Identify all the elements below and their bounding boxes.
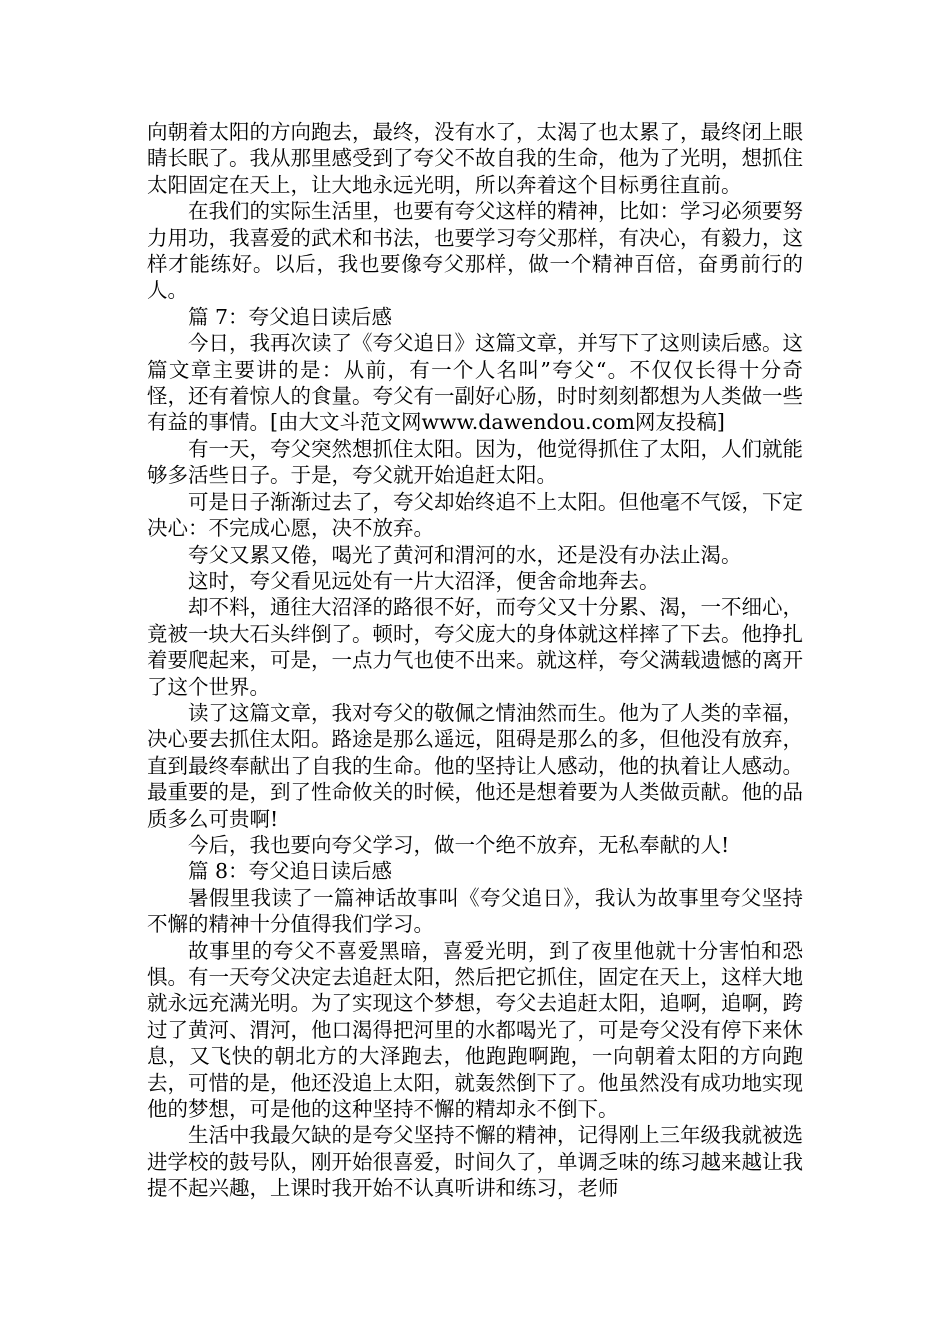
paragraph-2: 在我们的实际生活里，也要有夸父这样的精神，比如：学习必须要努力用功，我喜爱的武术和书法，也要学习夸父那样，有决心，有毅力，这样才能练好。以后，我也要像夸父那样，做一个精神百倍，奋勇前行的人。 [147, 199, 803, 303]
document-page [147, 119, 803, 1202]
paragraph-7: 这时，夸父看见远处有一片大沼泽，便舍命地奔去。 [188, 568, 660, 593]
paragraph-9: 读了这篇文章，我对夸父的敬佩之情油然而生。他为了人类的幸福，决心要去抓住太阳。路途是那么遥远，阻碍是那么的多，但他没有放弃，直到最终奉献出了自我的生命。他的坚持让人感动，他的执着让人感动。最重要的是，到了性命攸关的时候，他还是想着要为人类做贡献。他的品质多么可贵啊! [147, 700, 803, 831]
section-heading-7: 篇 7：夸父追日读后感 [188, 304, 393, 329]
paragraph-11: 暑假里我读了一篇神话故事叫《夸父追日》，我认为故事里夸父坚持不懈的精神十分值得我们学习。 [147, 885, 803, 937]
paragraph-12: 故事里的夸父不喜爱黑暗，喜爱光明，到了夜里他就十分害怕和恐惧。有一天夸父决定去追赶太阳，然后把它抓住，固定在天上，这样大地就永远充满光明。为了实现这个梦想，夸父去追赶太阳，追啊，追啊，跨过了黄河、渭河，他口渴得把河里的水都喝光了，可是夸父没有停下来休息，又飞快的朝北方的大泽跑去，他跑跑啊跑，一向朝着太阳的方向跑去，可惜的是，他还没追上太阳，就轰然倒下了。他虽然没有成功地实现他的梦想，可是他的这种坚持不懈的精却永不倒下。 [147, 938, 803, 1122]
paragraph-5: 可是日子渐渐过去了，夸父却始终追不上太阳。但他毫不气馁，下定决心：不完成心愿，决不放弃。 [147, 489, 803, 541]
paragraph-8: 却不料，通往大沼泽的路很不好，而夸父又十分累、渴，一不细心，竟被一块大石头绊倒了。顿时，夸父庞大的身体就这样摔了下去。他挣扎着要爬起来，可是，一点力气也使不出来。就这样，夸父满载遗憾的离开了这个世界。 [147, 595, 803, 699]
paragraph-10: 今后，我也要向夸父学习，做一个绝不放弃，无私奉献的人! [188, 832, 730, 857]
paragraph-6: 夸父又累又倦，喝光了黄河和渭河的水，还是没有办法止渴。 [188, 542, 742, 567]
paragraph-3: 今日，我再次读了《夸父追日》这篇文章，并写下了这则读后感。这篇文章主要讲的是：从前，有一个人名叫”夸父“。不仅仅长得十分奇怪，还有着惊人的食量。夸父有一副好心肠，时时刻刻都想为人类做一些有益的事情。[由大文斗范文网www.dawendou.com网友投稿] [147, 331, 803, 435]
paragraph-13: 生活中我最欠缺的是夸父坚持不懈的精神，记得刚上三年级我就被选进学校的鼓号队，刚开始很喜爱，时间久了，单调乏味的练习越来越让我提不起兴趣，上课时我开始不认真听讲和练习，老师 [147, 1123, 803, 1201]
paragraph-4: 有一天，夸父突然想抓住太阳。因为，他觉得抓住了太阳，人们就能够多活些日子。于是，夸父就开始追赶太阳。 [147, 436, 803, 488]
section-heading-8: 篇 8：夸父追日读后感 [188, 859, 393, 884]
paragraph-1: 向朝着太阳的方向跑去，最终，没有水了，太渴了也太累了，最终闭上眼睛长眠了。我从那里感受到了夸父不故自我的生命，他为了光明，想抓住太阳固定在天上，让大地永远光明，所以奔着这个目标勇往直前。 [147, 120, 803, 197]
